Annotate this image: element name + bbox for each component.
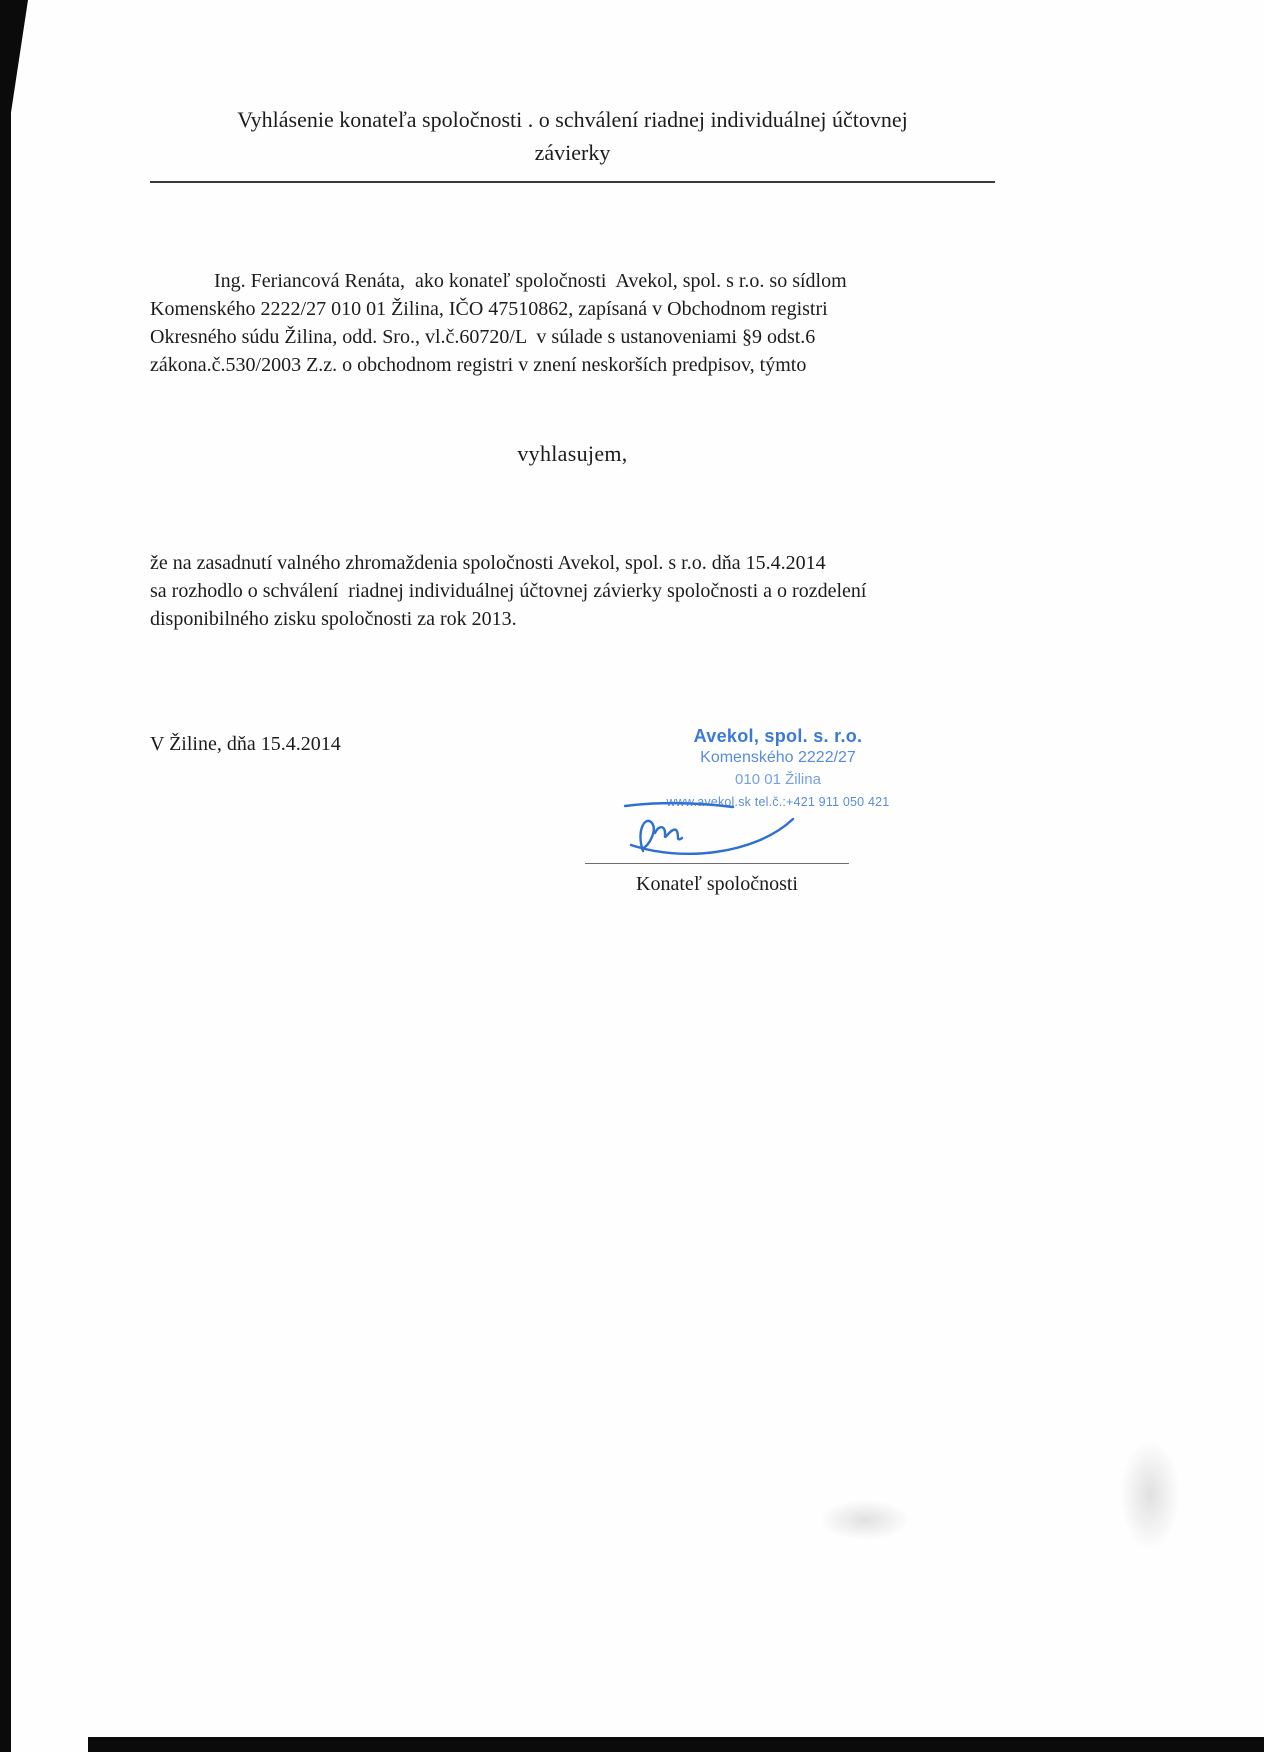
intro-paragraph (150, 267, 995, 379)
scan-artifact-left-top-wedge (0, 0, 28, 115)
stamp-company-name: Avekol, spol. s. r.o. (693, 726, 863, 746)
paragraph-line: Ing. Feriancová Renáta, ako konateľ spoločnosti Avekol, spol. s r.o. so sídlom (214, 270, 847, 292)
title-line-2: závierky (534, 140, 611, 165)
scan-smudge (820, 1500, 910, 1540)
paragraph-line: sa rozhodlo o schválení riadnej individuálnej účtovnej závierky spoločnosti a o rozdelení (150, 580, 867, 602)
scan-artifact-left-edge (0, 0, 11, 1752)
stamp-address-line2: 010 01 Žilina (735, 771, 821, 788)
paragraph-line: že na zasadnutí valného zhromaždenia spoločnosti Avekol, spol. s r.o. dňa 15.4.2014 (150, 552, 826, 574)
paragraph-line: zákona.č.530/2003 Z.z. o obchodnom registri v znení neskorších predpisov, týmto (150, 354, 807, 376)
document-title (150, 103, 995, 183)
signature-line (585, 863, 849, 864)
scan-smudge (1120, 1440, 1180, 1550)
company-stamp (647, 725, 909, 813)
signature-block (585, 725, 915, 896)
document-content (150, 0, 995, 915)
place-and-date: V Žiline, dňa 15.4.2014 (150, 733, 341, 755)
declaration-word: vyhlasujem, (517, 441, 628, 466)
title-line-1: Vyhlásenie konateľa spoločnosti . o schválení riadnej individuálnej účtovnej (237, 107, 908, 132)
stamp-address-line1: Komenského 2222/27 (700, 749, 856, 766)
paragraph-line: Komenského 2222/27 010 01 Žilina, IČO 47510862, zapísaná v Obchodnom registri (150, 298, 828, 320)
body-paragraph (150, 549, 995, 633)
scan-artifact-bottom-edge (88, 1737, 1264, 1752)
stamp-contact-line: www.avekol.sk tel.č.:+421 911 050 421 (666, 795, 890, 809)
closing-row (150, 725, 995, 915)
signature-caption: Konateľ spoločnosti (636, 873, 798, 895)
paragraph-line: disponibilného zisku spoločnosti za rok 2013. (150, 608, 517, 630)
paragraph-line: Okresného súdu Žilina, odd. Sro., vl.č.60720/L v súlade s ustanoveniami §9 odst.6 (150, 326, 816, 348)
